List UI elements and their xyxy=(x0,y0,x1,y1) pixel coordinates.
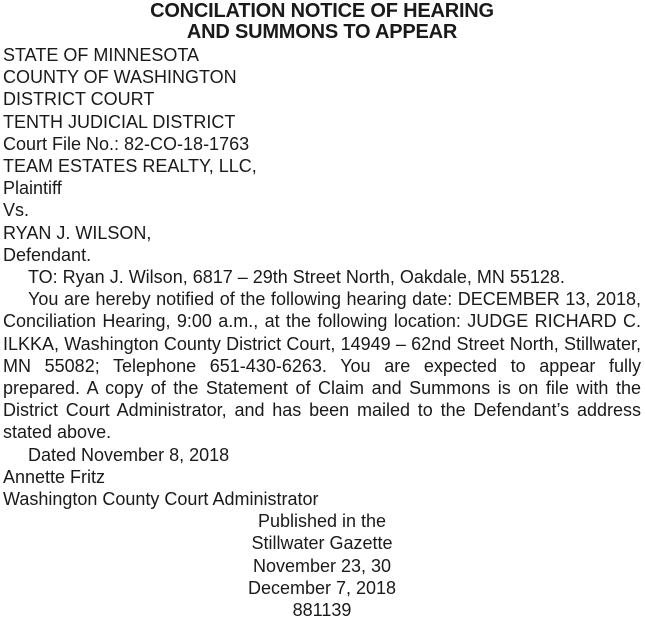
caption-plaintiff-label: Plaintiff xyxy=(3,178,62,199)
publication-line-3: November 23, 30 xyxy=(252,555,392,576)
signature-block xyxy=(3,466,641,510)
dated-line: Dated November 8, 2018 xyxy=(28,444,230,465)
notice-title xyxy=(3,0,641,42)
caption-county: COUNTY OF WASHINGTON xyxy=(3,67,237,88)
caption-defendant-name: RYAN J. WILSON, xyxy=(3,222,152,243)
caption-file-number: Court File No.: 82-CO-18-1763 xyxy=(3,133,250,154)
notice-title-line-1: CONCILATION NOTICE OF HEARING xyxy=(150,0,494,22)
signer-title: Washington County Court Administrator xyxy=(3,489,319,510)
publication-block xyxy=(3,510,641,621)
caption-court: DISTRICT COURT xyxy=(3,89,155,110)
caption-defendant-label: Defendant. xyxy=(3,244,92,265)
publication-line-2: Stillwater Gazette xyxy=(251,533,393,554)
caption-versus: Vs. xyxy=(3,200,30,221)
addressee-line: TO: Ryan J. Wilson, 6817 – 29th Street North, Oakdale, MN 55128. xyxy=(28,267,565,288)
publication-line-1: Published in the xyxy=(257,511,387,532)
publication-line-4: December 7, 2018 xyxy=(247,577,397,598)
notice-title-line-2: AND SUMMONS TO APPEAR xyxy=(186,20,458,43)
notice-body xyxy=(3,266,641,466)
publication-id: 881139 xyxy=(292,600,352,621)
caption-district: TENTH JUDICIAL DISTRICT xyxy=(3,111,236,132)
caption-state: STATE OF MINNESOTA xyxy=(3,45,200,65)
notice-paragraph: You are hereby notified of the following hearing date: DECEMBER 13, 2018, Conciliation Hearing, 9:00 a.m., at the following location: JUDGE RICHARD C. ILKKA, Washington County District Court, 14949 – 62nd Street North, Stillwater, MN 55082; Telephone 651-430-6263. You are expected to appear fully prepared. A copy of the Statement of Claim and Summons is on file with the District Court Administrator, and has been mailed to the Defendant’s address stated above. xyxy=(3,289,641,443)
caption-plaintiff-name: TEAM ESTATES REALTY, LLC, xyxy=(3,156,257,177)
case-caption xyxy=(3,44,641,266)
signer-name: Annette Fritz xyxy=(3,466,106,487)
